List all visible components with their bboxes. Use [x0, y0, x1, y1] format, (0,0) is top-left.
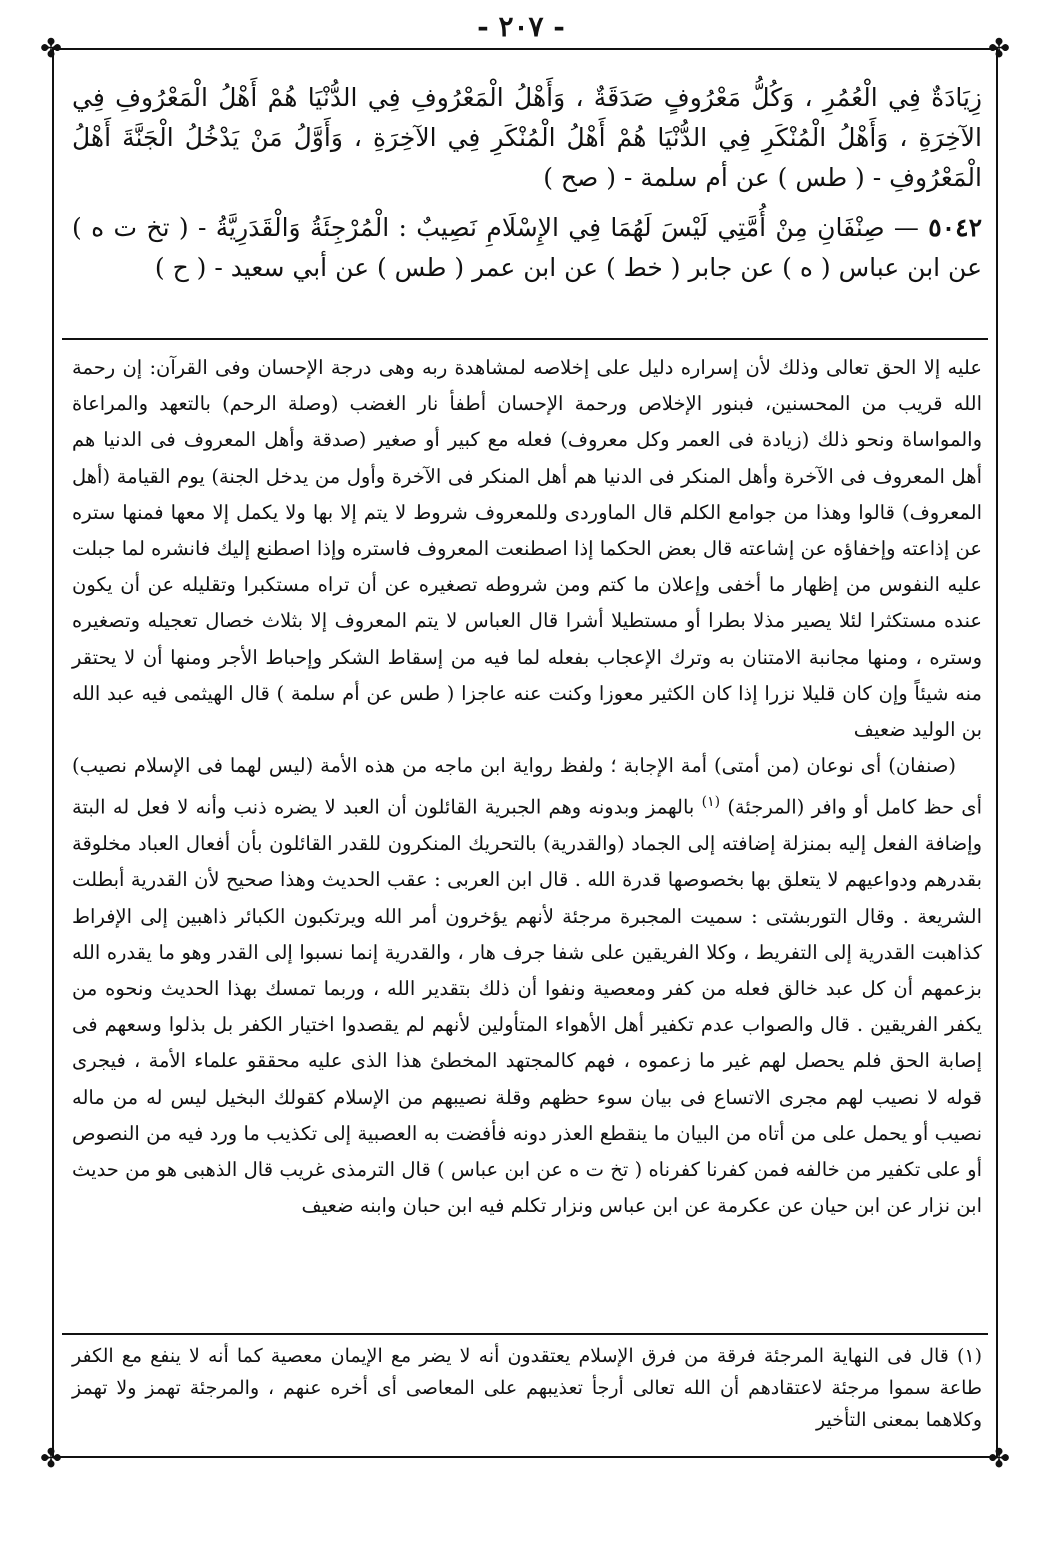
hadith-text: زِيَادَةٌ فِي الْعُمُرِ ، وَكُلُّ مَعْرُوفٍ صَدَقَةٌ ، وَأَهْلُ الْمَعْرُوفِ فِي الدُّنْيَا هُمْ أَهْلُ الْمَعْرُوفِ فِي الآخِرَةِ ، وَأَهْلُ الْمُنْكَرِ فِي الدُّنْيَا هُمْ أَهْلُ الْمُنْكَرِ فِي الآخِرَةِ ، وَأَوَّلُ مَنْ يَدْخُلُ الْجَنَّةَ أَهْلُ الْمَعْرُوفِ - ( طس ) عن أم سلمة - ( صح ): [72, 83, 982, 192]
hadith-number: ٥٠٤٢: [928, 213, 982, 242]
footnote-reference: (١): [701, 794, 721, 811]
commentary-text: بالهمز وبدونه وهم الجبرية القائلون أن العبد لا يضره ذنب وأنه لا فعل له البتة وإضافة الفعل إليه بمنزلة إضافته إلى الجماد (والقدرية) بالتحريك المنكرون للقدر القائلون بأن أفعال العباد مخلوقة بقدرهم ودواعيهم لا يتعلق بها بخصوصها قدرة الله . قال ابن العربى : عقب الحديث وهذا صحيح لأن القدرية أبطلت الشريعة . وقال التوربشتى : سميت المجبرة مرجئة لأنهم يؤخرون أمر الله ويرتكبون الكبائر ذاهبين إلى الإفراط كذاهبت القدرية إلى التفريط ، وكلا الفريقين على شفا جرف هار ، والقدرية إنما نسبوا إلى القدر وهو ما يقدره الله بزعمهم أن كل عبد خالق فعله من كفر ومعصية ونفوا أن ذلك بتقدير الله ، وربما تمسك بهذا الحديث ونحوه من يكفر الفريقين . قال والصواب عدم تكفير أهل الأهواء المتأولين لأنهم لم يقصدوا اختيار الكفر بل بذلوا وسعهم فى إصابة الحق فلم يحصل لهم غير ما زعموه ، فهم كالمجتهد المخطئ هذا الذى عليه محققو علماء الأمة ، فيجرى قوله لا نصيب لهم مجرى الاتساع فى بيان سوء حظهم وقلة نصيبهم من الإسلام كقولك البخيل ليس له من ماله نصيب أو يحمل على من أتاه من البيان ما ينقطع العذر دونه فأفضت به العصبية إلى تكذيب ما ورد فيه من النصوص أو على تكفير من خالفه فمن كفرنا كفرناه ( تخ ت ه عن ابن عباس ) قال الترمذى غريب قال الذهبى هو من حديث ابن نزار عن ابن حيان عن عكرمة عن ابن عباس ونزار تكلم فيه ابن حبان وابنه ضعيف: [72, 795, 982, 1218]
commentary-paragraph: عليه إلا الحق تعالى وذلك لأن إسراره دليل على إخلاصه لمشاهدة ربه وهى درجة الإحسان وفى القرآن: إن رحمة الله قريب من المحسنين، فبنور الإخلاص ورحمة الإحسان أطفأ نار الغضب (وصلة الرحم) بالتعهد والمراعاة والمواساة ونحو ذلك (زيادة فى العمر وكل معروف) فعله مع كبير أو صغير (صدقة وأهل المعروف فى الدنيا هم أهل المعروف فى الآخرة وأهل المنكر فى الدنيا هم أهل المنكر فى الآخرة وأول من يدخل الجنة) يوم القيامة (أهل المعروف) قالوا وهذا من جوامع الكلم قال الماوردى وللمعروف شروط لا يتم إلا بها ولا يكمل إلا معها فمنها ستره عن إذاعته وإخفاؤه عن إشاعته قال بعض الحكما إذا اصطنعت المعروف فاستره وإذا اصطنع إليك فانشره لما جبلت عليه النفوس من إظهار ما أخفى وإعلان ما كتم ومن شروطه تصغيره عن أن تراه مستكبرا وتقليله عن أن يكون عنده مستكثرا لئلا يصير مذلا بطرا أو مستطيلا أشرا قال العباس لا يتم المعروف إلا بثلاث خصال تعجيله وتصغيره وستره ، ومنها مجانبة الامتنان به وترك الإعجاب بفعله لما فيه من إسقاط الشكر وإحباط الأجر ومنها أن لا يحتقر منه شيئاً وإن كان قليلا نزرا إذا كان الكثير معوزا وكنت عنه عاجزا ( طس عن أم سلمة ) قال الهيثمى فيه عبد الله بن الوليد ضعيف: [72, 356, 982, 742]
divider: [62, 338, 988, 340]
ornament-icon: ✤: [988, 34, 1010, 64]
page-number: - ٢٠٧ -: [477, 10, 565, 43]
hadith-text: — صِنْفَانِ مِنْ أُمَّتِي لَيْسَ لَهُمَا فِي الإِسْلَامِ نَصِيبٌ : الْمُرْجِئَةُ وَالْقَدَرِيَّةُ - ( تخ ت ه ) عن ابن عباس ( ه ) عن جابر ( خط ) عن ابن عمر ( طس ) عن أبي سعيد - ( ح ): [72, 213, 982, 282]
hadith-entry: [72, 208, 982, 288]
footnote-divider: [62, 1333, 988, 1335]
footnote-text: (١) قال فى النهاية المرجئة فرقة من فرق الإسلام يعتقدون أنه لا يضر مع الإيمان معصية كما أنه لا ينفع مع الكفر طاعة سموا مرجئة لاعتقادهم أن الله تعالى أرجأ تعذيبهم على المعاصى أى أخره عنهم ، والمرجئة تهمز ولا تهمز وكلاهما بمعنى التأخير: [72, 1345, 982, 1431]
main-text: [72, 78, 982, 298]
ornament-icon: ✤: [40, 34, 62, 64]
commentary-text: (صنفان) أى نوعان (من أمتى) أمة الإجابة ؛ ولفظ رواية ابن ماجه من هذه الأمة (ليس لهما فى الإسلام نصيب) أى حظ كامل أو وافر (المرجئة): [72, 754, 982, 819]
ornament-icon: ✤: [988, 1444, 1010, 1474]
commentary-paragraph: [72, 748, 982, 1224]
ornament-icon: ✤: [40, 1444, 62, 1474]
footnote: [72, 1340, 982, 1436]
commentary: [72, 350, 982, 1224]
